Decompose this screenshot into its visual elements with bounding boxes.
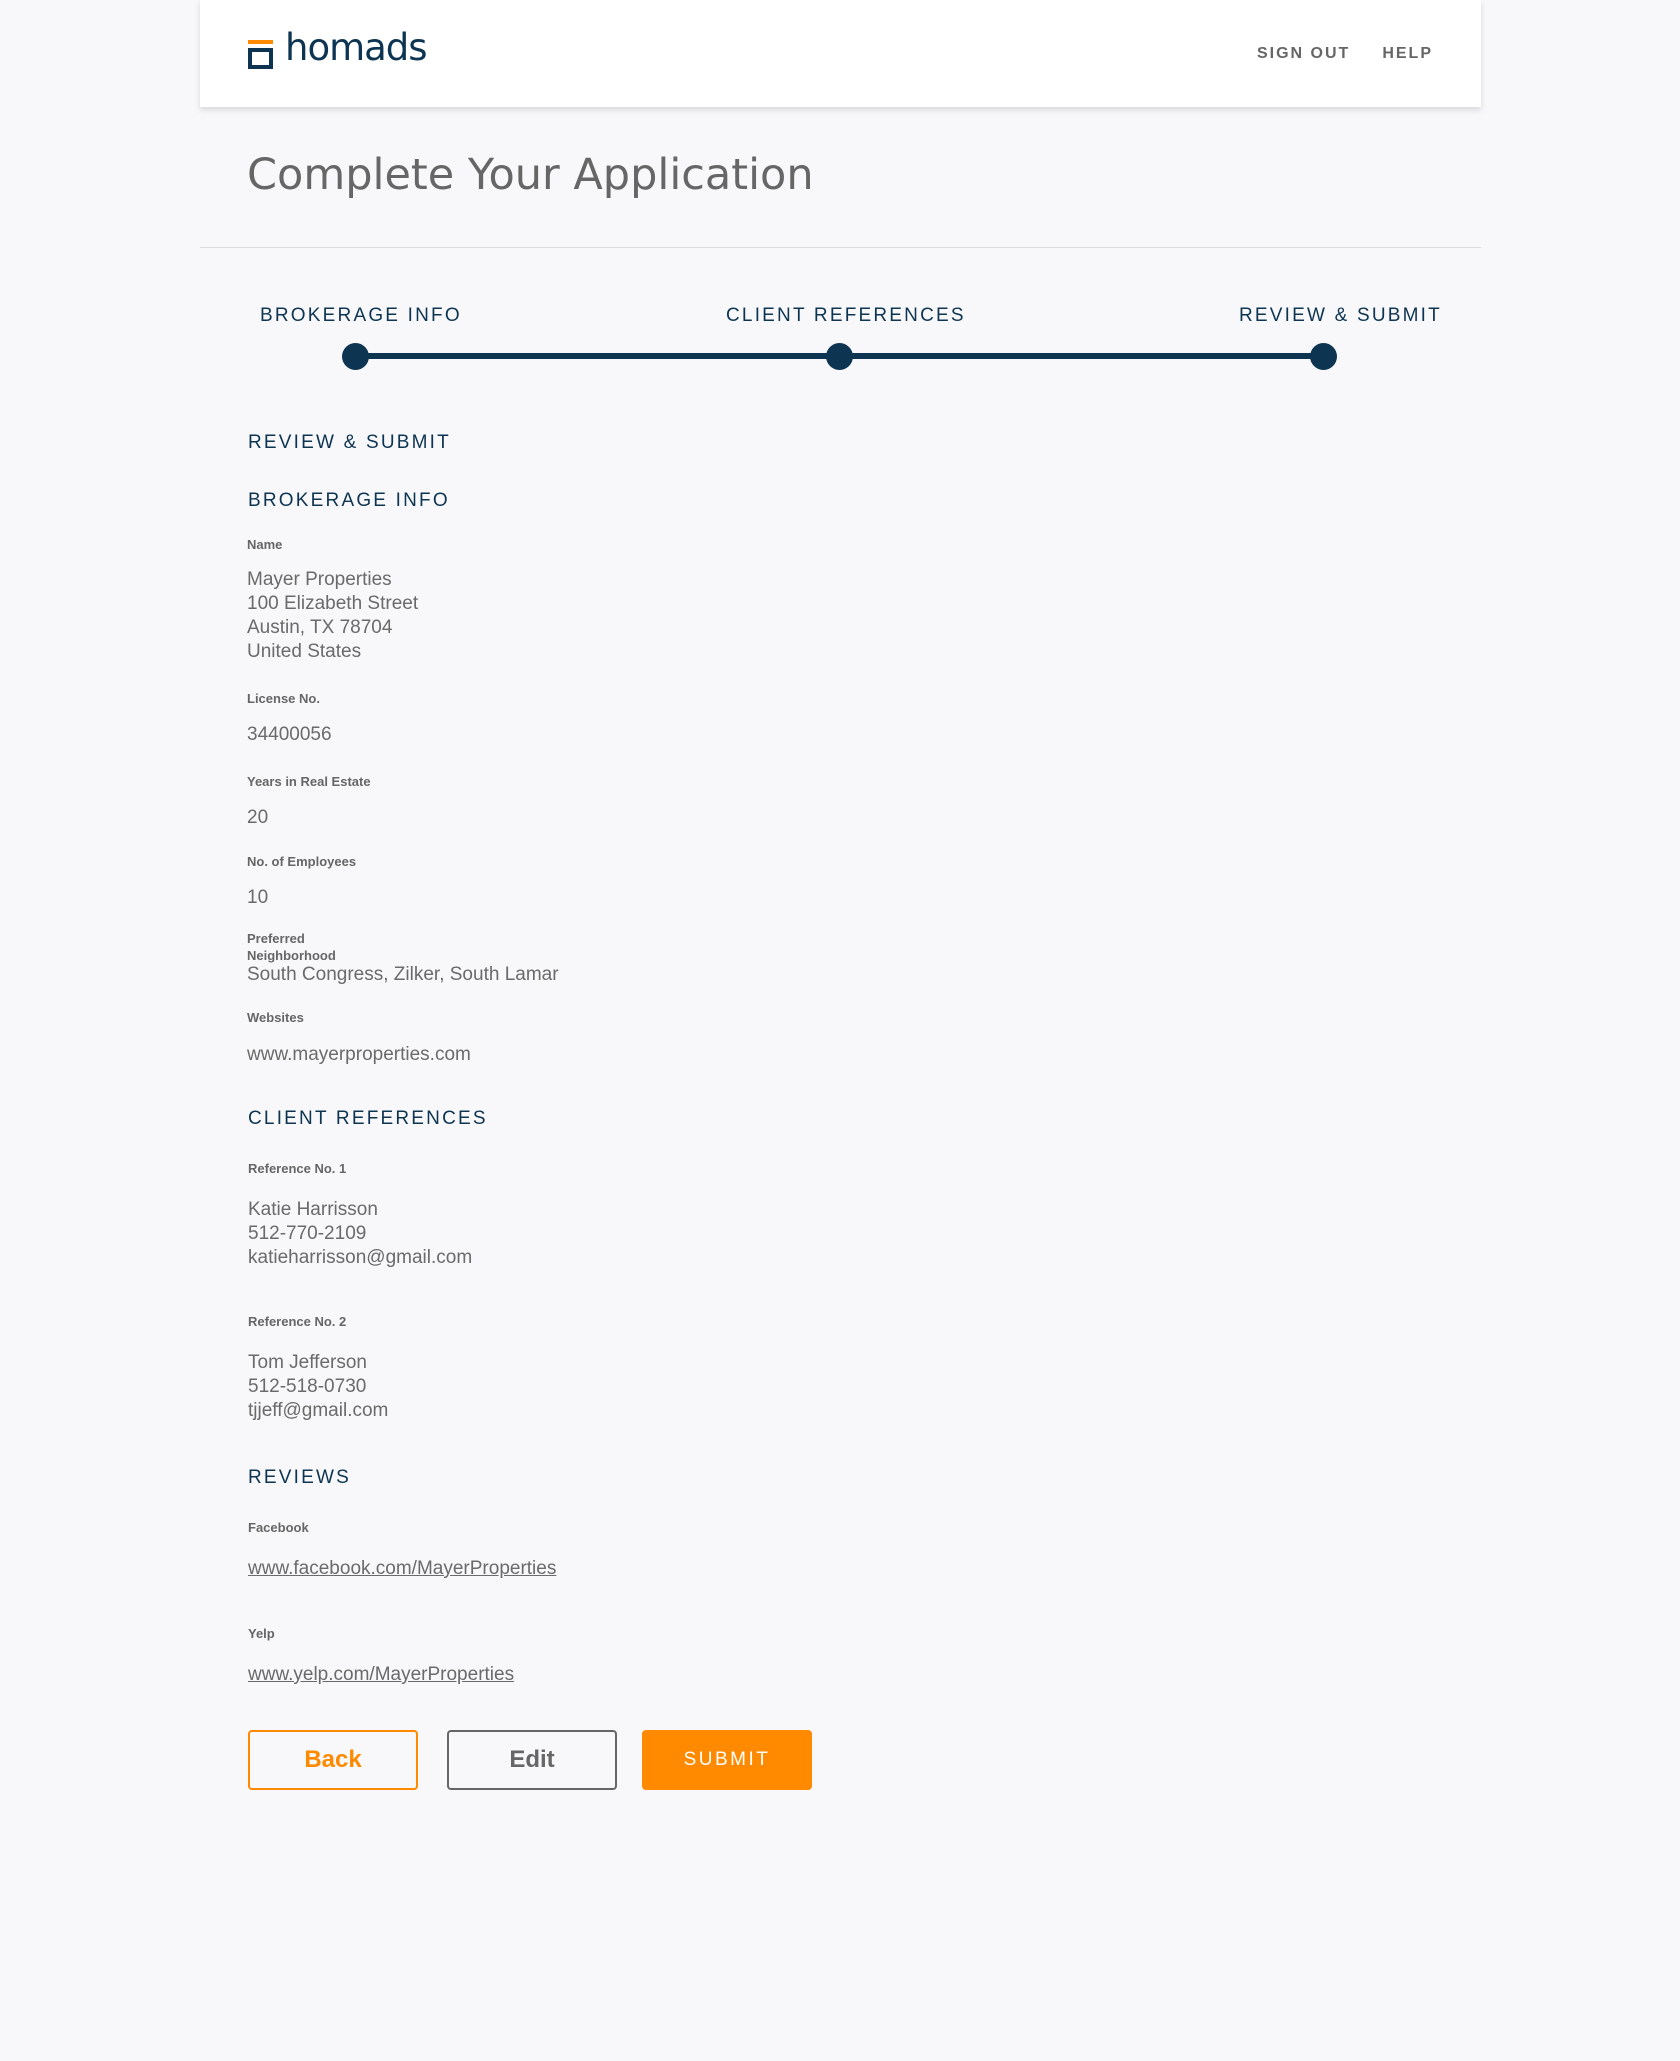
yelp-link[interactable]: www.yelp.com/MayerProperties: [248, 1664, 515, 1685]
top-navbar: [200, 0, 1481, 107]
logo-mark-icon: [248, 40, 273, 68]
help-link[interactable]: HELP: [1382, 45, 1433, 62]
neighborhood-label-line1: Preferred: [247, 931, 305, 946]
reference-2-email: tjjeff@gmail.com: [248, 1400, 389, 1421]
logo-text: homads: [285, 26, 427, 69]
websites-label: Websites: [247, 1010, 304, 1025]
neighborhood-value: South Congress, Zilker, South Lamar: [247, 964, 559, 985]
brokerage-city: Austin, TX 78704: [247, 617, 393, 638]
employees-value: 10: [247, 887, 269, 908]
yelp-label: Yelp: [248, 1626, 275, 1641]
reference-2-name: Tom Jefferson: [248, 1352, 367, 1373]
brokerage-info-heading: BROKERAGE INFO: [248, 490, 450, 511]
step-dot-brokerage-info[interactable]: [342, 343, 369, 370]
brokerage-country: United States: [247, 641, 362, 662]
reference-1-label: Reference No. 1: [248, 1161, 347, 1176]
header-divider: [200, 247, 1481, 248]
review-submit-heading: REVIEW & SUBMIT: [248, 432, 451, 453]
submit-button[interactable]: SUBMIT: [642, 1730, 812, 1790]
employees-label: No. of Employees: [247, 854, 357, 869]
step-dot-client-references[interactable]: [826, 343, 853, 370]
back-button[interactable]: Back: [248, 1730, 418, 1790]
step-dot-review-submit[interactable]: [1310, 343, 1337, 370]
license-label: License No.: [247, 691, 320, 706]
reference-1-phone: 512-770-2109: [248, 1223, 367, 1244]
step-label-client-references[interactable]: CLIENT REFERENCES: [726, 305, 966, 326]
step-label-review-submit[interactable]: REVIEW & SUBMIT: [1239, 305, 1442, 326]
reference-1-email: katieharrisson@gmail.com: [248, 1247, 473, 1268]
brokerage-name: Mayer Properties: [247, 569, 392, 590]
neighborhood-label-line2: Neighborhood: [247, 948, 336, 963]
name-label: Name: [247, 537, 283, 552]
reference-2-label: Reference No. 2: [248, 1314, 347, 1329]
reference-2-phone: 512-518-0730: [248, 1376, 367, 1397]
website-value: www.mayerproperties.com: [247, 1044, 471, 1065]
reviews-heading: REVIEWS: [248, 1467, 352, 1488]
app-frame: [200, 0, 1481, 2061]
facebook-link-wrapper: [248, 1557, 556, 1581]
facebook-label: Facebook: [248, 1520, 309, 1535]
years-value: 20: [247, 807, 269, 828]
license-value: 34400056: [247, 724, 332, 745]
brokerage-street: 100 Elizabeth Street: [247, 593, 419, 614]
progress-stepper: [200, 300, 1481, 380]
sign-out-link[interactable]: SIGN OUT: [1256, 45, 1351, 62]
step-label-brokerage-info[interactable]: BROKERAGE INFO: [260, 305, 462, 326]
yelp-link-wrapper: [248, 1663, 514, 1687]
edit-button[interactable]: Edit: [447, 1730, 617, 1790]
reference-1-name: Katie Harrisson: [248, 1199, 378, 1220]
facebook-link[interactable]: www.facebook.com/MayerProperties: [248, 1558, 557, 1579]
client-references-heading: CLIENT REFERENCES: [248, 1108, 488, 1129]
top-nav: [1257, 45, 1433, 63]
years-label: Years in Real Estate: [247, 774, 371, 789]
page-title: Complete Your Application: [247, 150, 814, 200]
